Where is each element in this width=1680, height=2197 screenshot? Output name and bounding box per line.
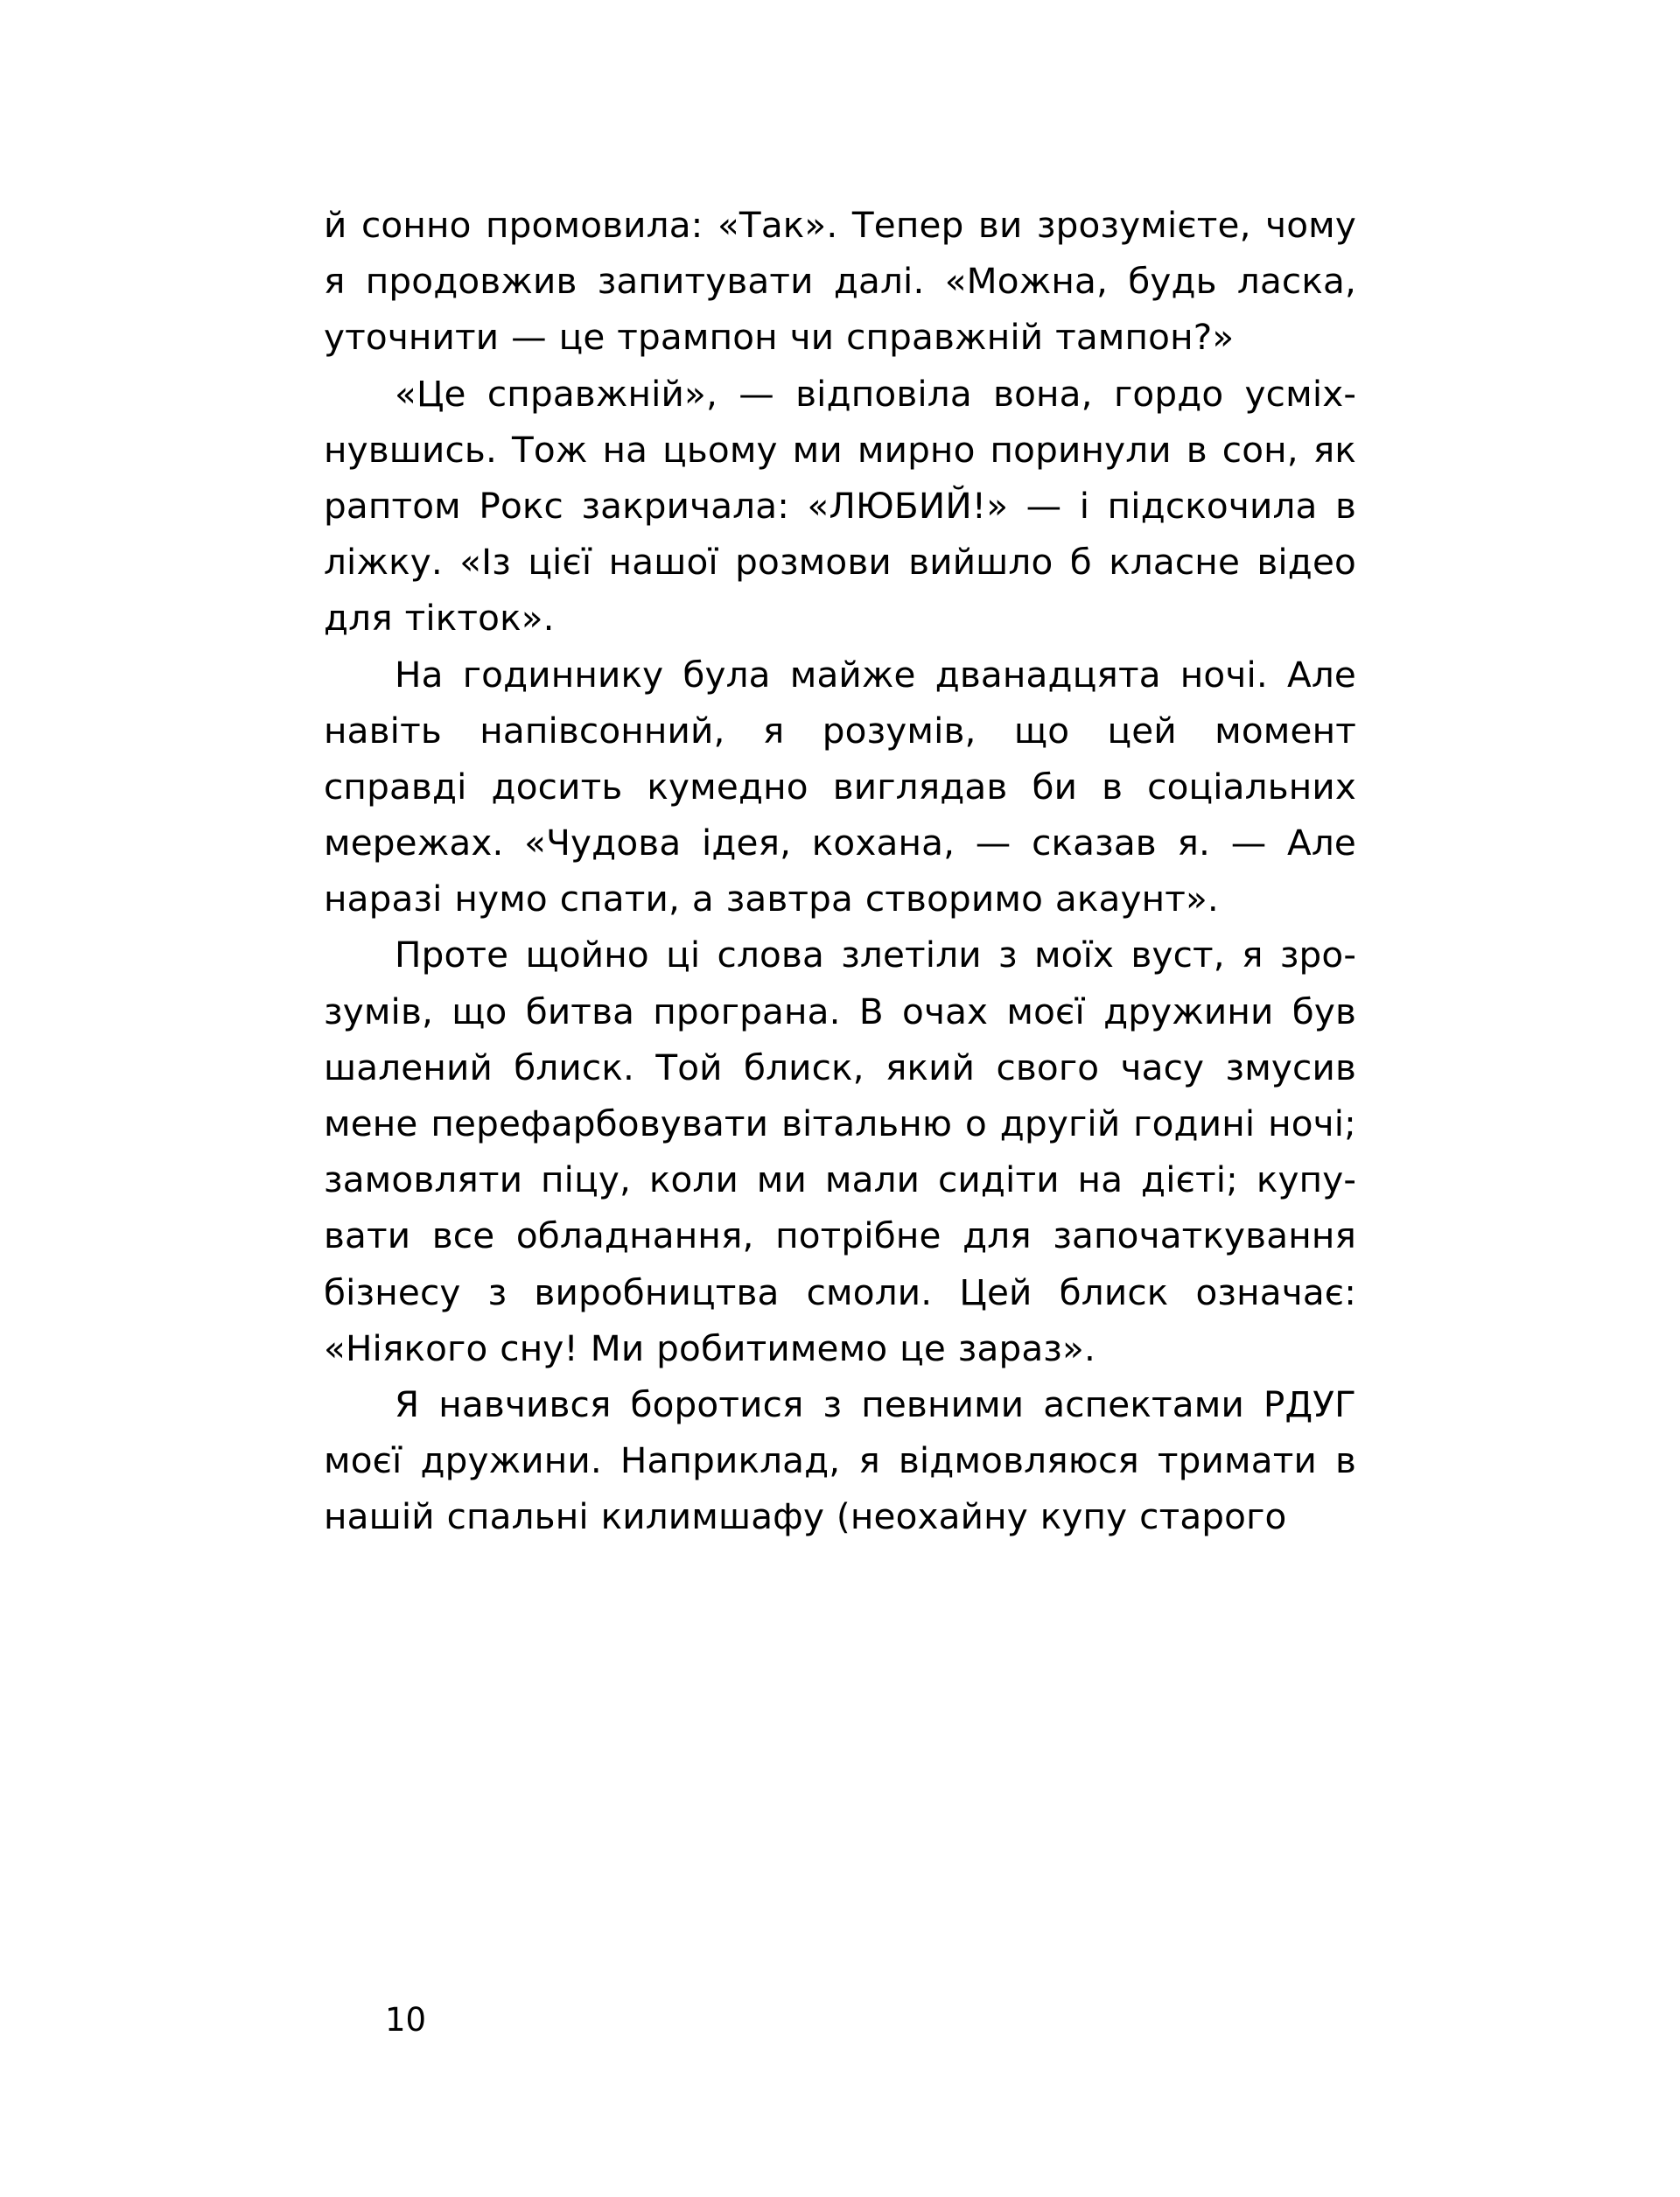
paragraph: й сонно промовила: «Так». Тепер ви зрозумієте, чому я продовжив запитувати далі. «Можна, будь ласка, уточнити — це трампон чи справжній тампон?» bbox=[324, 204, 1356, 359]
paragraph: На годиннику була майже дванадцята ночі. Але навіть напівсонний, я розумів, що цей момент справді досить кумедно виглядав би в соціальних мережах. «Чудова ідея, кохана, — сказав я. — Але наразі нумо спати, а завтра створимо акаунт». bbox=[324, 653, 1356, 920]
page-text-block bbox=[324, 197, 1356, 1545]
paragraph: Проте щойно ці слова злетіли з моїх вуст, я зрозумів, що битва програна. В очах моєї дружини був шалений блиск. Той блиск, який свого часу змусив мене перефарбовувати вітальню о другій годині ночі; замовляти піцу, коли ми мали сидіти на дієті; купувати все обладнання, потрібне для започаткування бізнесу з виробництва смоли. Цей блиск означає: «Ніякого сну! Ми робитимемо це зараз». bbox=[324, 934, 1356, 1369]
paragraph: «Це справжній», — відповіла вона, гордо усміхнувшись. Тож на цьому ми мирно поринули в сон, як раптом Рокс закричала: «ЛЮБИЙ!» — і підскочила в ліжку. «Із цієї нашої розмови вийшло б класне відео для тікток». bbox=[324, 372, 1356, 640]
page-number: 10 bbox=[385, 2001, 427, 2039]
paragraph: Я навчився боротися з певними аспектами РДУГ моєї дружини. Наприклад, я відмовляюся тримати в нашій спальні килимшафу (неохайну купу старого bbox=[324, 1382, 1356, 1538]
